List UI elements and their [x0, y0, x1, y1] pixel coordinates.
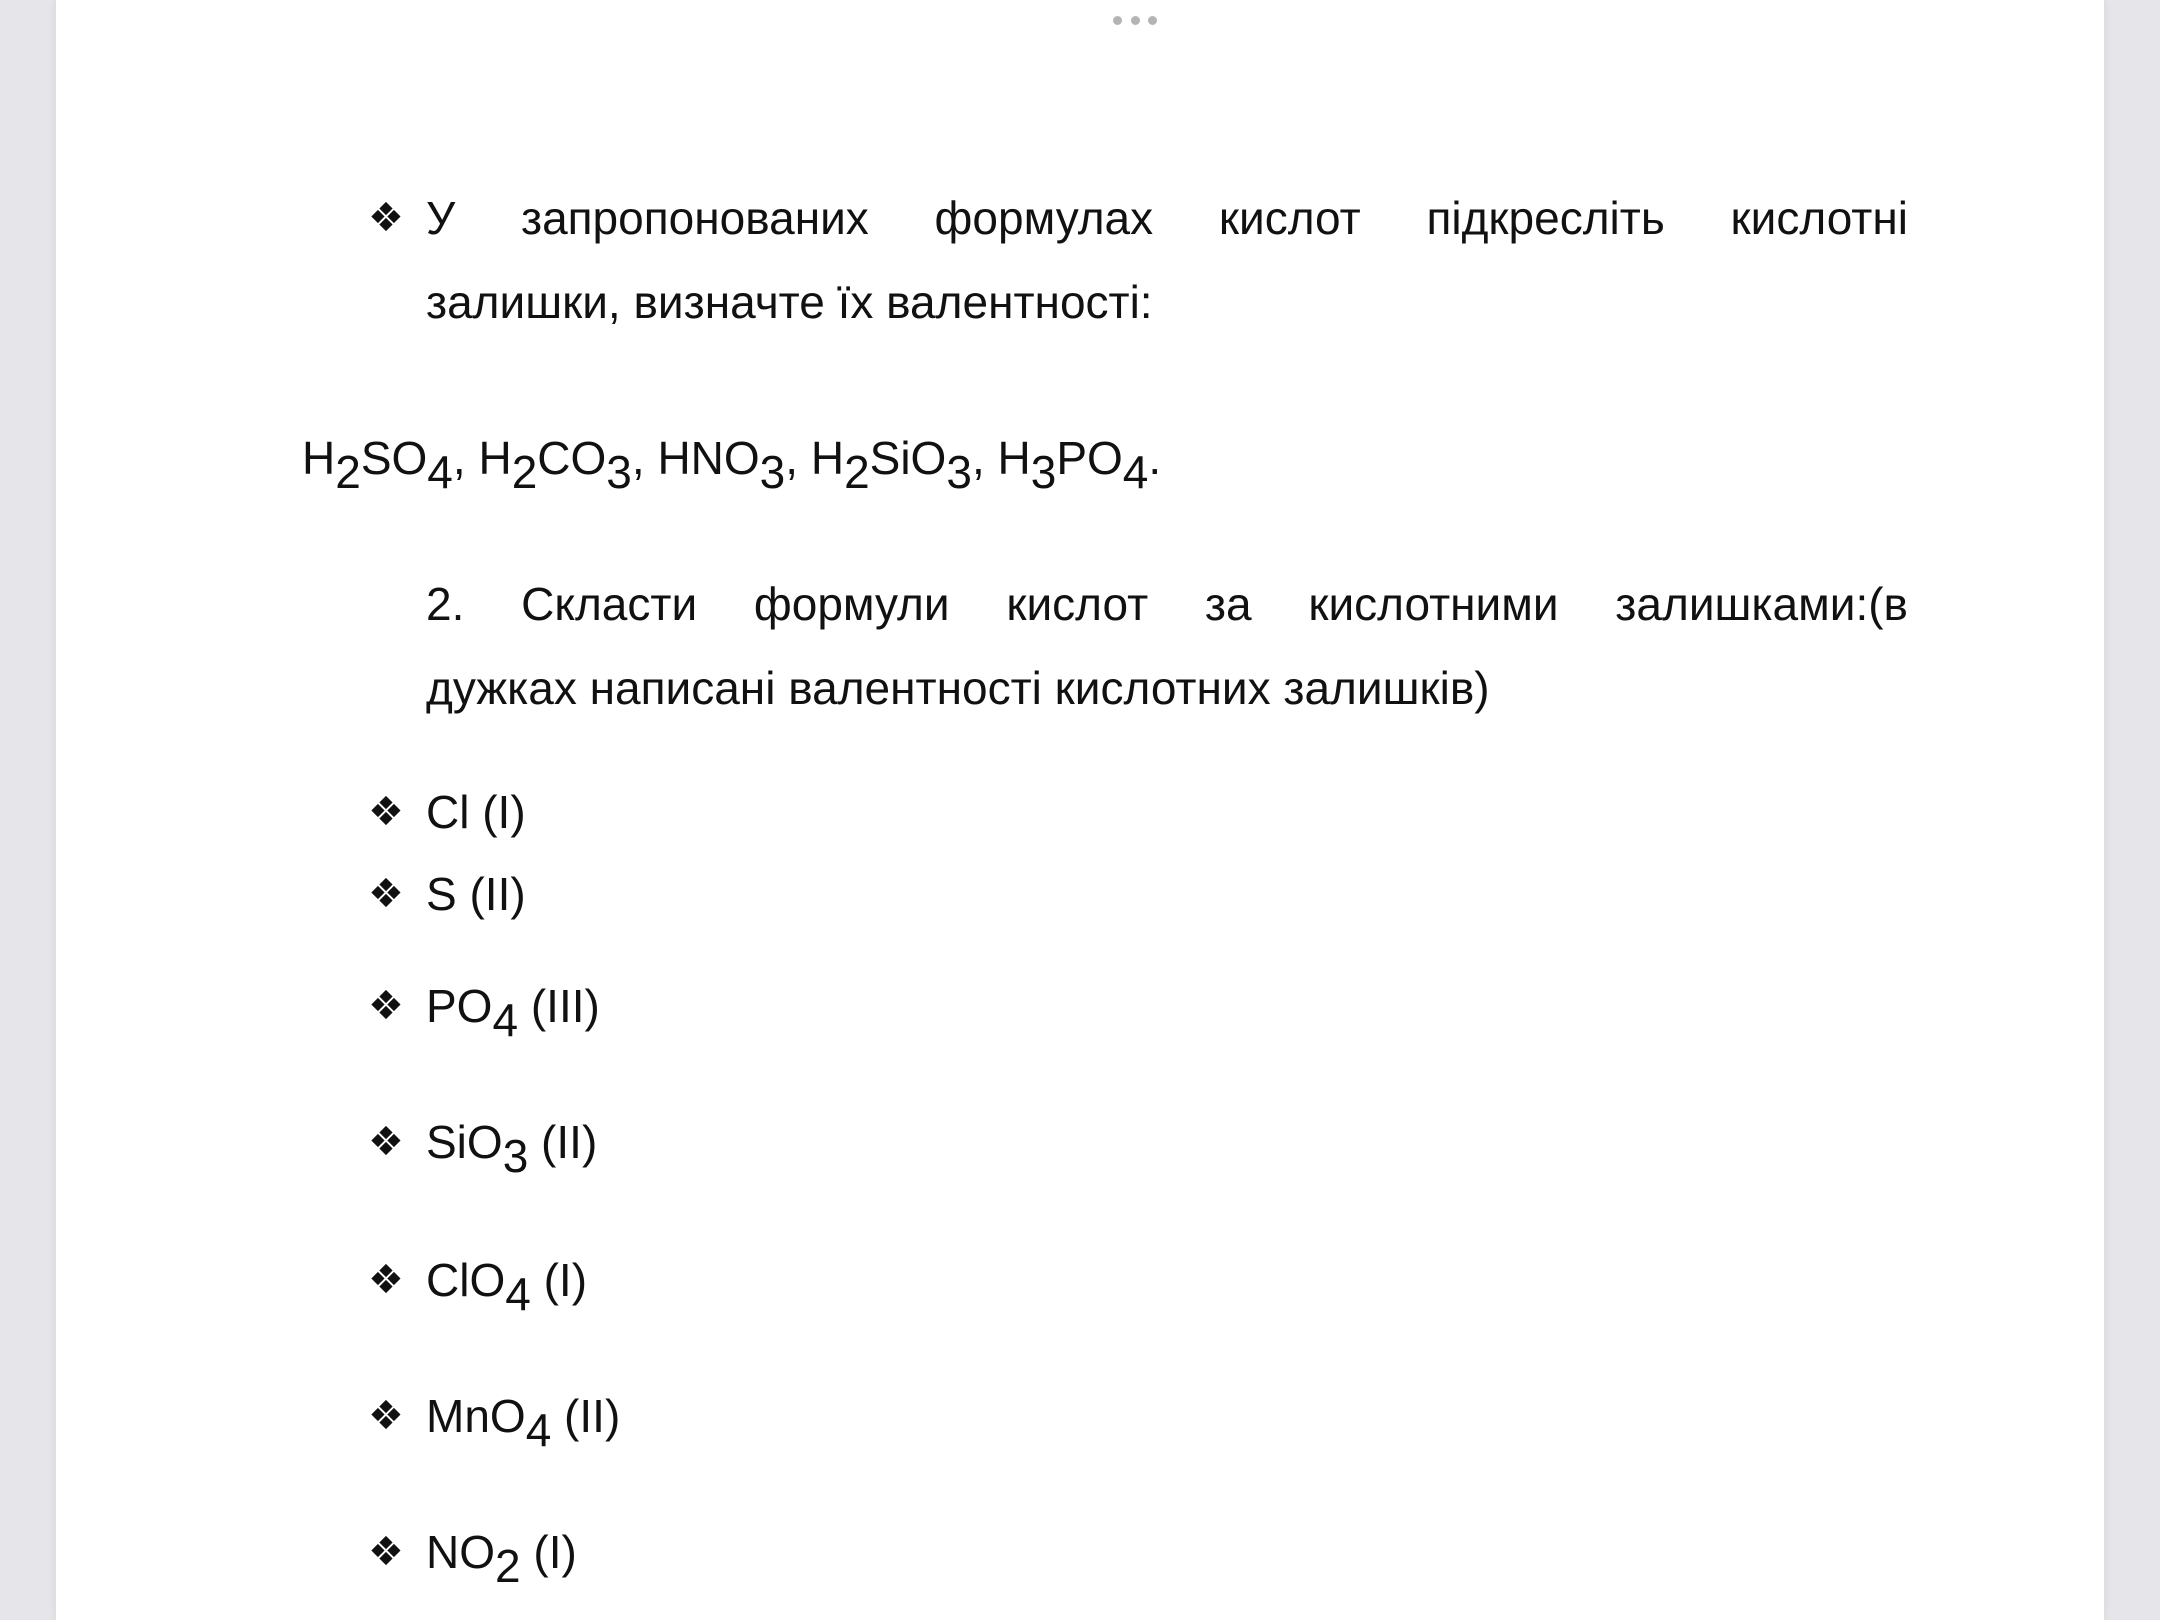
- acid-formula: [810, 432, 998, 498]
- drag-handle-icon[interactable]: [1113, 14, 1157, 26]
- formula-subscript: 2: [511, 445, 538, 498]
- bullet-diamond-icon: ❖: [368, 789, 404, 835]
- residue-valence: (III): [518, 980, 600, 1032]
- task1-line2: залишки, визначте їх валентності:: [426, 276, 1153, 328]
- formula-text: ,: [971, 432, 998, 484]
- residue-subscript: 4: [492, 993, 519, 1046]
- bullet-diamond-icon: ❖: [368, 871, 404, 917]
- residue-valence: (II): [551, 1390, 621, 1442]
- document-page: [56, 0, 2104, 1620]
- formula-subscript: 3: [946, 445, 972, 498]
- residue-subscript: 2: [495, 1539, 521, 1592]
- bullet-diamond-icon: ❖: [368, 1119, 404, 1165]
- formula-text: H: [810, 432, 845, 484]
- formula-text: HNO: [657, 432, 760, 484]
- formula-subscript: 3: [606, 445, 632, 498]
- acid-formulas: [302, 416, 1161, 500]
- residue-valence: (II): [456, 868, 526, 920]
- formula-text: ,: [631, 432, 658, 484]
- residue-valence: (I): [530, 1254, 588, 1306]
- residue-name: MnO: [426, 1390, 526, 1442]
- acid-formula: [997, 432, 1162, 498]
- residue-subscript: 3: [502, 1129, 529, 1182]
- residue-name: Cl: [426, 786, 470, 838]
- residue-item: [426, 1374, 620, 1458]
- formula-subscript: 3: [759, 445, 786, 498]
- residue-item: [426, 1100, 597, 1184]
- formula-text: .: [1148, 432, 1162, 484]
- formula-text: ,: [452, 432, 479, 484]
- residue-name: NO: [426, 1526, 495, 1578]
- task2-line2: дужках написані валентності кислотних залишків): [426, 662, 1490, 714]
- residue-item: [426, 1238, 587, 1322]
- residue-valence: (I): [469, 786, 526, 838]
- residue-name: PO: [426, 980, 493, 1032]
- bullet-diamond-icon: ❖: [368, 1529, 404, 1575]
- formula-text: SiO: [869, 432, 947, 484]
- formula-text: H: [478, 432, 512, 484]
- formula-text: CO: [537, 432, 607, 484]
- residue-name: SiO: [426, 1116, 503, 1168]
- formula-text: PO: [1056, 432, 1123, 484]
- bullet-diamond-icon: ❖: [368, 983, 404, 1029]
- formula-subscript: 2: [844, 445, 870, 498]
- formula-subscript: 3: [1030, 445, 1057, 498]
- formula-subscript: 4: [427, 445, 453, 498]
- formula-subscript: 4: [1122, 445, 1149, 498]
- bullet-diamond-icon: ❖: [368, 1393, 404, 1439]
- residue-valence: (II): [528, 1116, 598, 1168]
- formula-text: SO: [360, 432, 428, 484]
- formula-subscript: 2: [335, 445, 361, 498]
- residue-name: S: [426, 868, 457, 920]
- task2-line1: 2. Скласти формули кислот за кислотними залишками:(в: [426, 578, 1908, 630]
- acid-formula: [478, 432, 658, 498]
- residue-item: [426, 1510, 577, 1594]
- formula-text: H: [997, 432, 1031, 484]
- task1-line1: У запропонованих формулах кислот підкресліть кислотні: [426, 192, 1908, 244]
- residue-name: ClO: [426, 1254, 506, 1306]
- formula-text: ,: [785, 432, 811, 484]
- residue-item: [426, 770, 526, 854]
- residue-subscript: 4: [505, 1267, 531, 1320]
- bullet-diamond-icon: ❖: [368, 1257, 404, 1303]
- residue-subscript: 4: [525, 1403, 552, 1456]
- residue-item: [426, 852, 526, 936]
- bullet-diamond-icon: ❖: [368, 195, 404, 241]
- residue-item: [426, 964, 600, 1048]
- acid-formula: [657, 432, 811, 498]
- acid-formula: [302, 432, 479, 498]
- formula-text: H: [302, 432, 336, 484]
- residue-valence: (I): [520, 1526, 577, 1578]
